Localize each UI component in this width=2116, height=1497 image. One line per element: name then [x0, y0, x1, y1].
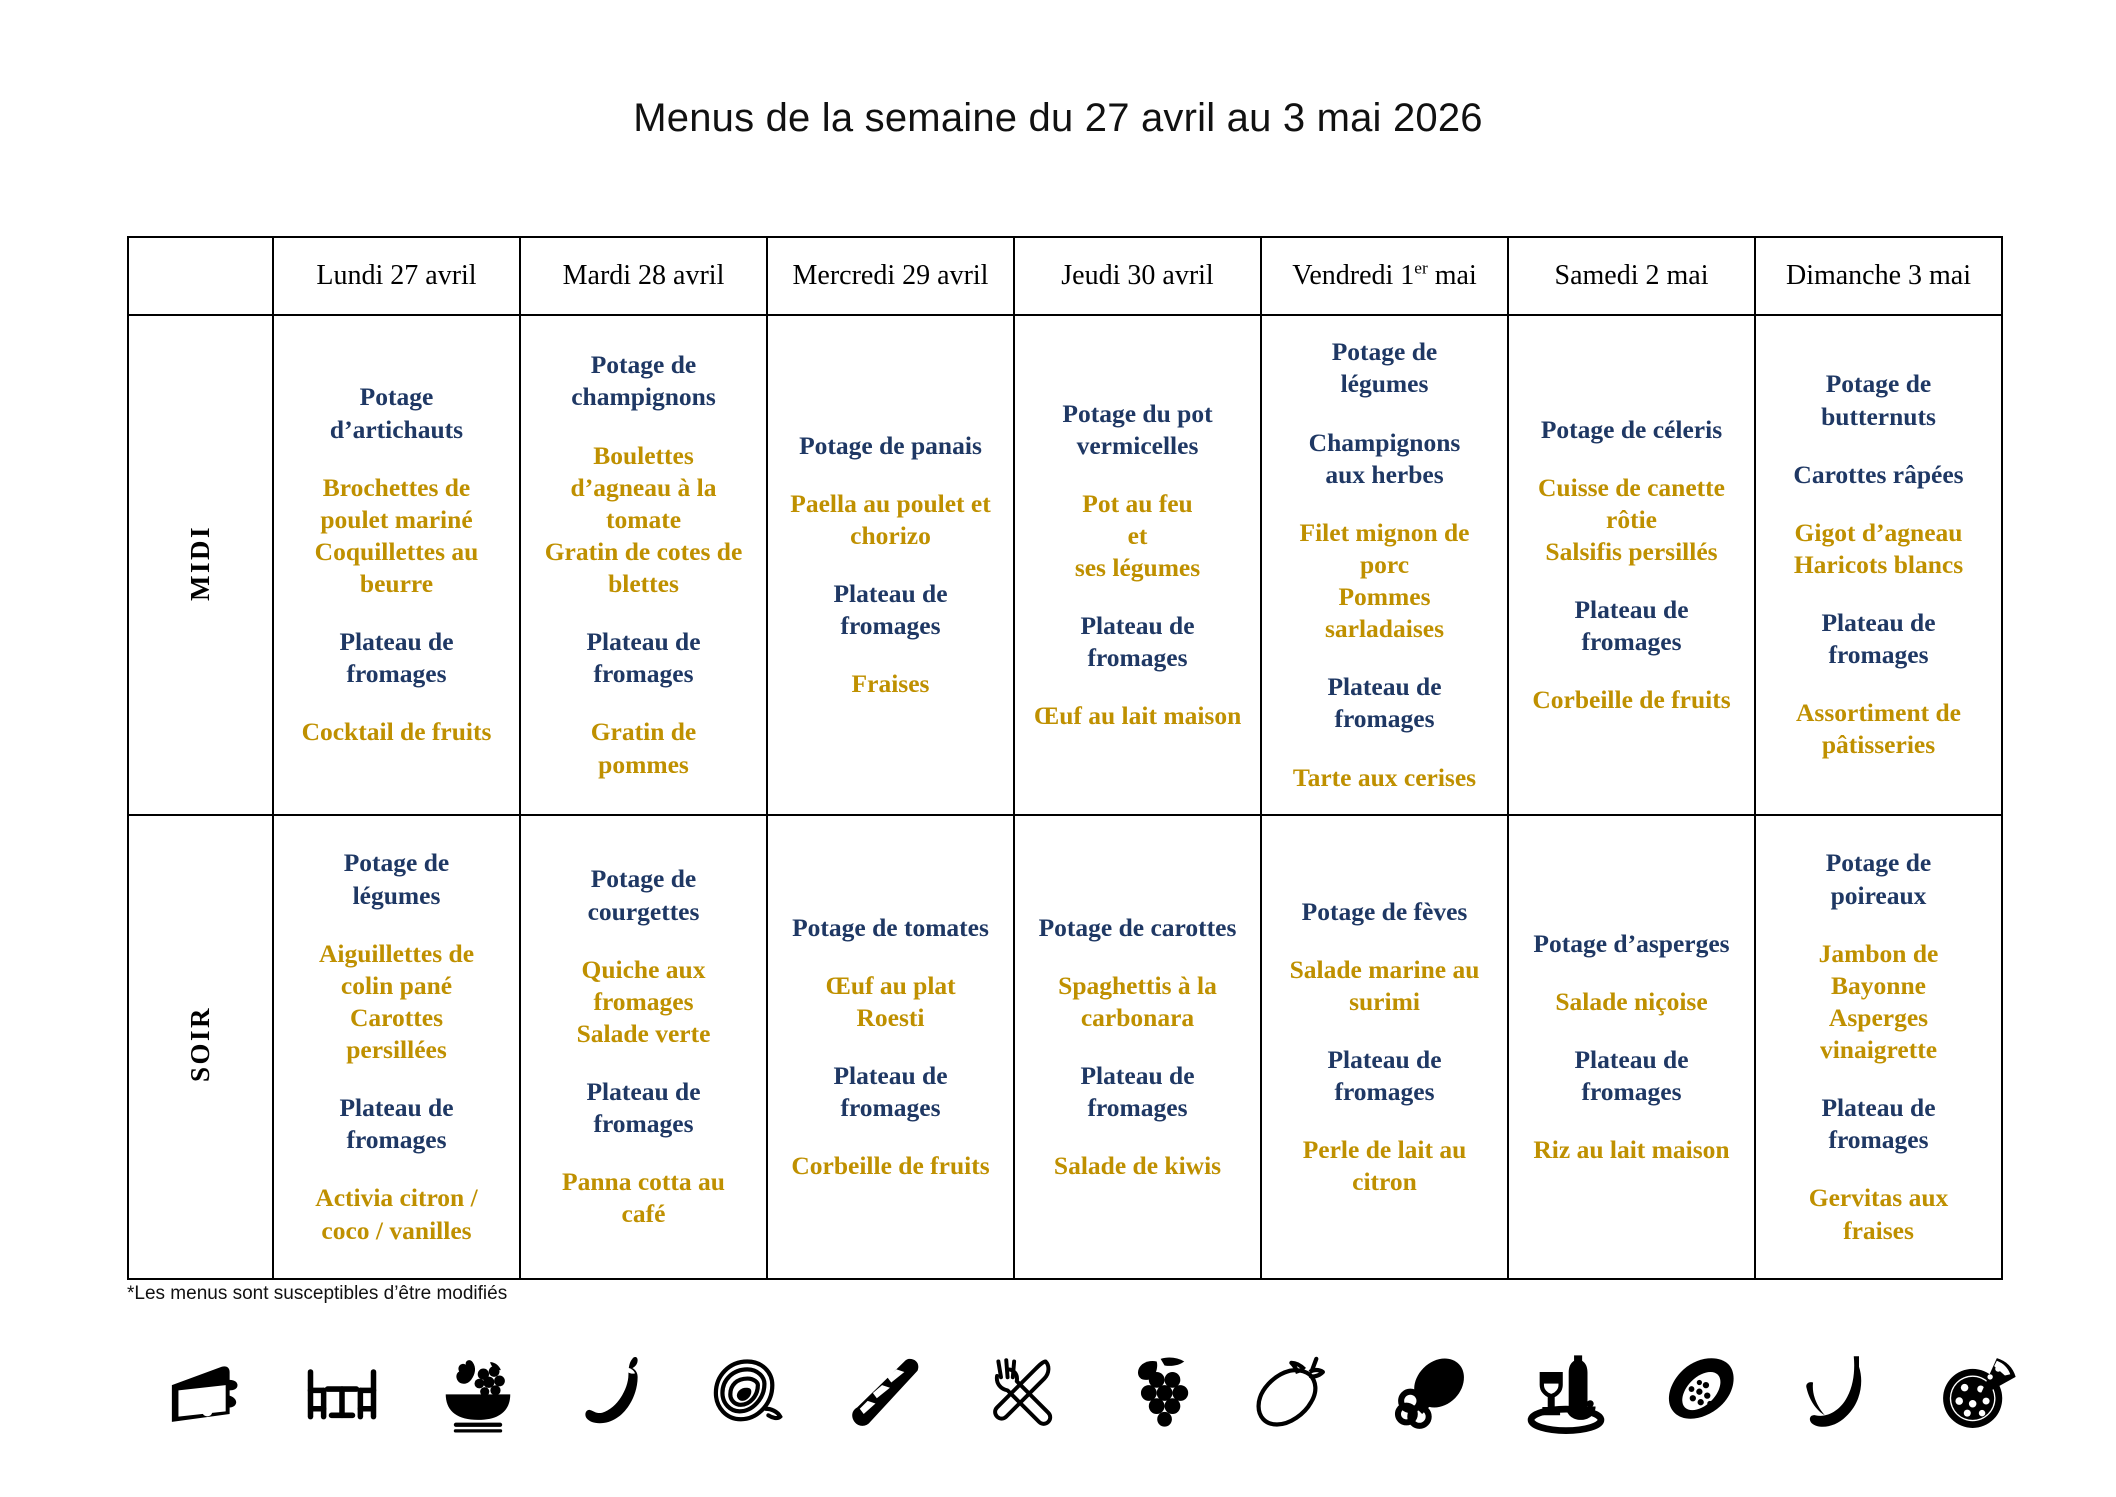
chili-pepper-icon [568, 1347, 660, 1439]
dish-item: Pot au feu et ses légumes [1074, 488, 1201, 582]
dish-item: Boulettes d’agneau à la tomate Gratin de cotes de blettes [544, 440, 743, 599]
dish-item: Potage de légumes [343, 848, 450, 910]
dish-spacer [774, 1124, 1007, 1150]
dish-item: Tarte aux cerises [1292, 762, 1477, 792]
dish-item: Plateau de fromages [339, 1093, 454, 1155]
dish-item: Plateau de fromages [586, 627, 701, 689]
dish-item: Potage de tomates [792, 912, 989, 942]
weekly-menu-table-container [127, 236, 2000, 1280]
dish-spacer [280, 690, 513, 716]
dish-item: Plateau de fromages [339, 627, 454, 689]
midi-row [128, 315, 2002, 815]
dish-spacer [1515, 960, 1748, 986]
dish-spacer [280, 446, 513, 472]
cheese-wedge-icon [160, 1347, 252, 1439]
dish-item: Plateau de fromages [1821, 608, 1936, 670]
dish-spacer [527, 928, 760, 954]
dish-spacer [1021, 584, 1254, 610]
dish-item: Assortiment de pâtisseries [1795, 698, 1961, 760]
meal-cell-midi-mardi [520, 315, 767, 815]
dish-spacer [1515, 446, 1748, 472]
table-and-chairs-icon [296, 1347, 388, 1439]
meal-cell-soir-lundi [273, 815, 520, 1279]
dish-spacer [527, 690, 760, 716]
service-label-midi-text: MIDI [185, 524, 215, 601]
dish-item: Carottes râpées [1793, 459, 1964, 489]
dish-item: Salade niçoise [1555, 986, 1708, 1016]
dish-spacer [1515, 1018, 1748, 1044]
dish-item: Gigot d’agneau Haricots blancs [1793, 517, 1964, 579]
dish-item: Potage de fèves [1301, 896, 1468, 926]
dish-item: Perle de lait au citron [1302, 1135, 1467, 1197]
dish-item: Quiche aux fromages Salade verte [576, 954, 711, 1048]
dish-spacer [774, 944, 1007, 970]
fork-and-knife-icon [976, 1347, 1068, 1439]
dish-item: Plateau de fromages [1821, 1093, 1936, 1155]
dish-spacer [1268, 736, 1501, 762]
dish-spacer [527, 1140, 760, 1166]
table-header [128, 237, 2002, 315]
dish-item: Œuf au plat Roesti [825, 970, 956, 1032]
dish-spacer [1268, 645, 1501, 671]
dish-spacer [1021, 462, 1254, 488]
dish-item: Gratin de pommes [590, 717, 697, 779]
dish-item: Gervitas aux fraises [1808, 1183, 1949, 1245]
dish-item: Cuisse de canette rôtie Salsifis persillés [1538, 472, 1725, 566]
day-header-mardi: Mardi 28 avril [520, 237, 767, 315]
dish-spacer [1762, 581, 1995, 607]
dish-item: Potage du pot vermicelles [1062, 398, 1213, 460]
dish-spacer [1762, 912, 1995, 938]
dish-spacer [1515, 568, 1748, 594]
meal-cell-soir-dimanche [1755, 815, 2002, 1279]
dish-item: Riz au lait maison [1533, 1135, 1730, 1165]
ordinal-suffix: er [1414, 258, 1428, 278]
dish-item: Potage de poireaux [1825, 848, 1932, 910]
dish-spacer [527, 1050, 760, 1076]
dish-item: Potage de butternuts [1821, 369, 1936, 431]
dish-item: Plateau de fromages [833, 1061, 948, 1123]
dish-spacer [1021, 944, 1254, 970]
dish-item: Activia citron / coco / vanilles [315, 1183, 478, 1245]
dish-item: Potage de céleris [1540, 414, 1723, 444]
day-header-dimanche: Dimanche 3 mai [1755, 237, 2002, 315]
dish-spacer [774, 552, 1007, 578]
dish-spacer [1268, 928, 1501, 954]
dish-item: Potage de carottes [1038, 912, 1237, 942]
meal-cell-midi-samedi [1508, 315, 1755, 815]
dish-item: Plateau de fromages [1327, 1044, 1442, 1107]
dish-spacer [527, 414, 760, 440]
dish-item: Salade de kiwis [1053, 1151, 1222, 1181]
dish-spacer [280, 600, 513, 626]
dish-item: Potage de champignons [571, 350, 716, 412]
dish-item: Potage de courgettes [587, 864, 700, 926]
dish-item: Plateau de fromages [1574, 595, 1689, 657]
day-header-row [128, 237, 2002, 315]
dish-spacer [280, 1066, 513, 1092]
dish-item: Fraises [851, 669, 930, 699]
day-header-lundi: Lundi 27 avril [273, 237, 520, 315]
soir-row [128, 815, 2002, 1279]
dish-spacer [1762, 1156, 1995, 1182]
dish-item: Jambon de Bayonne Asperges vinaigrette [1818, 938, 1939, 1064]
dish-item: Spaghettis à la carbonara [1058, 970, 1217, 1032]
meal-cell-soir-jeudi [1014, 815, 1261, 1279]
dish-item: Panna cotta au café [562, 1167, 725, 1229]
page-title: Menus de la semaine du 27 avril au 3 mai 2026 [633, 96, 1483, 140]
onion-slice-icon [704, 1347, 796, 1439]
dish-item: Filet mignon de porc Pommes sarladaises [1299, 517, 1470, 644]
weekly-menu-table [127, 236, 2003, 1280]
dish-item: Cocktail de fruits [301, 717, 492, 747]
dish-item: Brochettes de poulet mariné Coquillettes au beurre [314, 472, 479, 599]
meal-cell-midi-vendredi [1261, 315, 1508, 815]
dish-spacer [1021, 1124, 1254, 1150]
meal-cell-soir-samedi [1508, 815, 1755, 1279]
meal-cell-soir-vendredi [1261, 815, 1508, 1279]
meal-cell-midi-lundi [273, 315, 520, 815]
dish-spacer [1268, 491, 1501, 517]
dish-item: Corbeille de fruits [1532, 685, 1731, 715]
corner-header-cell [128, 237, 273, 315]
dish-spacer [1268, 401, 1501, 427]
dish-item: Salade marine au surimi [1289, 954, 1480, 1016]
dish-item: Plateau de fromages [1574, 1044, 1689, 1107]
day-header-jeudi: Jeudi 30 avril [1014, 237, 1261, 315]
dish-item: Potage d’artichauts [329, 382, 464, 444]
service-label-soir-text: SOIR [185, 1006, 215, 1083]
eggplant-icon [1248, 1347, 1340, 1439]
dish-item: Plateau de fromages [586, 1077, 701, 1139]
dish-item: Plateau de fromages [1080, 1061, 1195, 1123]
dish-item: Plateau de fromages [833, 579, 948, 641]
dish-item: Potage de légumes [1331, 337, 1438, 399]
dish-spacer [1762, 1066, 1995, 1092]
table-body [128, 315, 2002, 1279]
day-header-vendredi: Vendredi 1er mai [1261, 237, 1508, 315]
dish-item: Potage de panais [799, 430, 982, 460]
dish-spacer [774, 1034, 1007, 1060]
papaya-icon [1656, 1347, 1748, 1439]
dish-spacer [1762, 491, 1995, 517]
dish-item: Paella au poulet et chorizo [790, 488, 991, 550]
dish-spacer [1268, 1108, 1501, 1134]
chicken-drumstick-icon [1384, 1347, 1476, 1439]
grapes-icon [1112, 1347, 1204, 1439]
dish-item: Aiguillettes de colin pané Carottes persillées [318, 938, 475, 1064]
dish-spacer [1515, 658, 1748, 684]
wine-and-dinner-icon [1520, 1347, 1612, 1439]
fruit-bowl-icon [432, 1347, 524, 1439]
food-icon-strip [160, 1333, 2020, 1453]
day-header-mercredi: Mercredi 29 avril [767, 237, 1014, 315]
dish-spacer [1762, 671, 1995, 697]
dish-spacer [527, 600, 760, 626]
meal-cell-midi-dimanche [1755, 315, 2002, 815]
dish-item: Œuf au lait maison [1033, 701, 1242, 731]
meal-cell-midi-jeudi [1014, 315, 1261, 815]
dish-item: Champignons aux herbes [1308, 427, 1461, 489]
dish-spacer [280, 912, 513, 938]
dish-spacer [1762, 433, 1995, 459]
dish-item: Corbeille de fruits [791, 1151, 990, 1181]
meal-cell-soir-mardi [520, 815, 767, 1279]
dish-item: Plateau de fromages [1327, 672, 1442, 734]
dish-item: Potage d’asperges [1533, 928, 1730, 958]
meal-cell-soir-mercredi [767, 815, 1014, 1279]
dish-spacer [1515, 1108, 1748, 1134]
dish-spacer [774, 642, 1007, 668]
day-header-samedi: Samedi 2 mai [1508, 237, 1755, 315]
dish-spacer [774, 462, 1007, 488]
bananas-icon [1792, 1347, 1884, 1439]
meal-cell-midi-mercredi [767, 315, 1014, 815]
dish-spacer [1268, 1018, 1501, 1044]
service-label-soir [128, 815, 273, 1279]
dish-spacer [1021, 674, 1254, 700]
dish-item: Plateau de fromages [1080, 611, 1195, 673]
baguette-icon [840, 1347, 932, 1439]
dish-spacer [1021, 1034, 1254, 1060]
menu-disclaimer-note: *Les menus sont susceptibles d’être modifiés [127, 1283, 508, 1304]
pizza-icon [1928, 1347, 2020, 1439]
dish-spacer [280, 1156, 513, 1182]
service-label-midi [128, 315, 273, 815]
